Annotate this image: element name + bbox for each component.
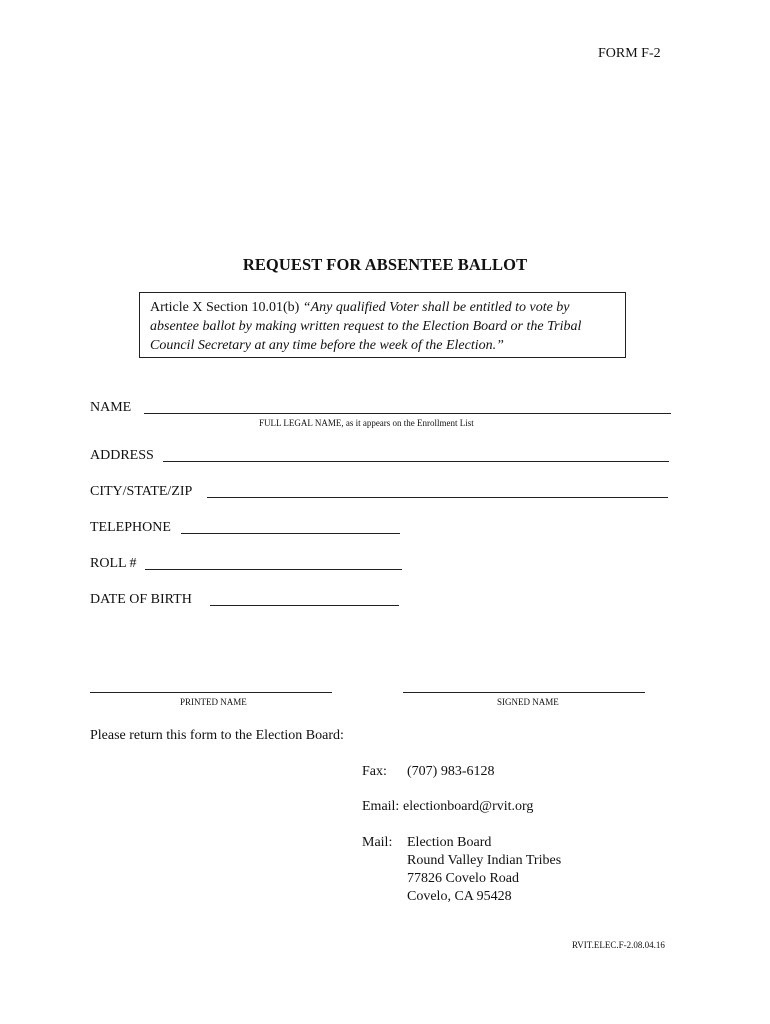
quote-text: “Any qualified Voter shall be entitled to vote by absentee ballot by making written request to the Election Board or the Tribal Council Secretary at any time before the week of the Election.” bbox=[150, 300, 582, 353]
mail-address-line: Round Valley Indian Tribes bbox=[407, 853, 562, 868]
name-label: NAME bbox=[90, 400, 132, 415]
name-field[interactable] bbox=[144, 413, 671, 414]
page-title: REQUEST FOR ABSENTEE BALLOT bbox=[242, 255, 528, 274]
quote-prefix: Article X Section 10.01(b) bbox=[150, 300, 303, 315]
printed-name-label: PRINTED NAME bbox=[180, 697, 247, 707]
telephone-label: TELEPHONE bbox=[90, 520, 171, 535]
roll-field[interactable] bbox=[145, 569, 402, 570]
email-address[interactable]: electionboard@rvit.org bbox=[403, 799, 534, 814]
mail-address-line: Covelo, CA 95428 bbox=[407, 889, 512, 904]
address-field[interactable] bbox=[163, 461, 669, 462]
dob-label: DATE OF BIRTH bbox=[90, 592, 192, 607]
fax-number: (707) 983-6128 bbox=[407, 764, 495, 779]
printed-name-field[interactable] bbox=[90, 692, 332, 693]
document-code: RVIT.ELEC.F-2.08.04.16 bbox=[572, 940, 665, 950]
article-quote-box bbox=[139, 292, 626, 358]
address-label: ADDRESS bbox=[90, 448, 154, 463]
fax-label: Fax: bbox=[362, 764, 387, 779]
city-state-zip-field[interactable] bbox=[207, 497, 668, 498]
signed-name-label: SIGNED NAME bbox=[497, 697, 559, 707]
dob-field[interactable] bbox=[210, 605, 399, 606]
name-hint: FULL LEGAL NAME, as it appears on the Enrollment List bbox=[259, 418, 474, 428]
mail-address-line: 77826 Covelo Road bbox=[407, 871, 519, 886]
mail-label: Mail: bbox=[362, 835, 393, 850]
mail-address-line: Election Board bbox=[407, 835, 492, 850]
return-instructions: Please return this form to the Election Board: bbox=[90, 728, 344, 743]
signed-name-field[interactable] bbox=[403, 692, 645, 693]
roll-label: ROLL # bbox=[90, 556, 137, 571]
city-state-zip-label: CITY/STATE/ZIP bbox=[90, 484, 193, 499]
email-label: Email: bbox=[362, 799, 400, 814]
telephone-field[interactable] bbox=[181, 533, 400, 534]
form-id: FORM F-2 bbox=[598, 46, 661, 61]
